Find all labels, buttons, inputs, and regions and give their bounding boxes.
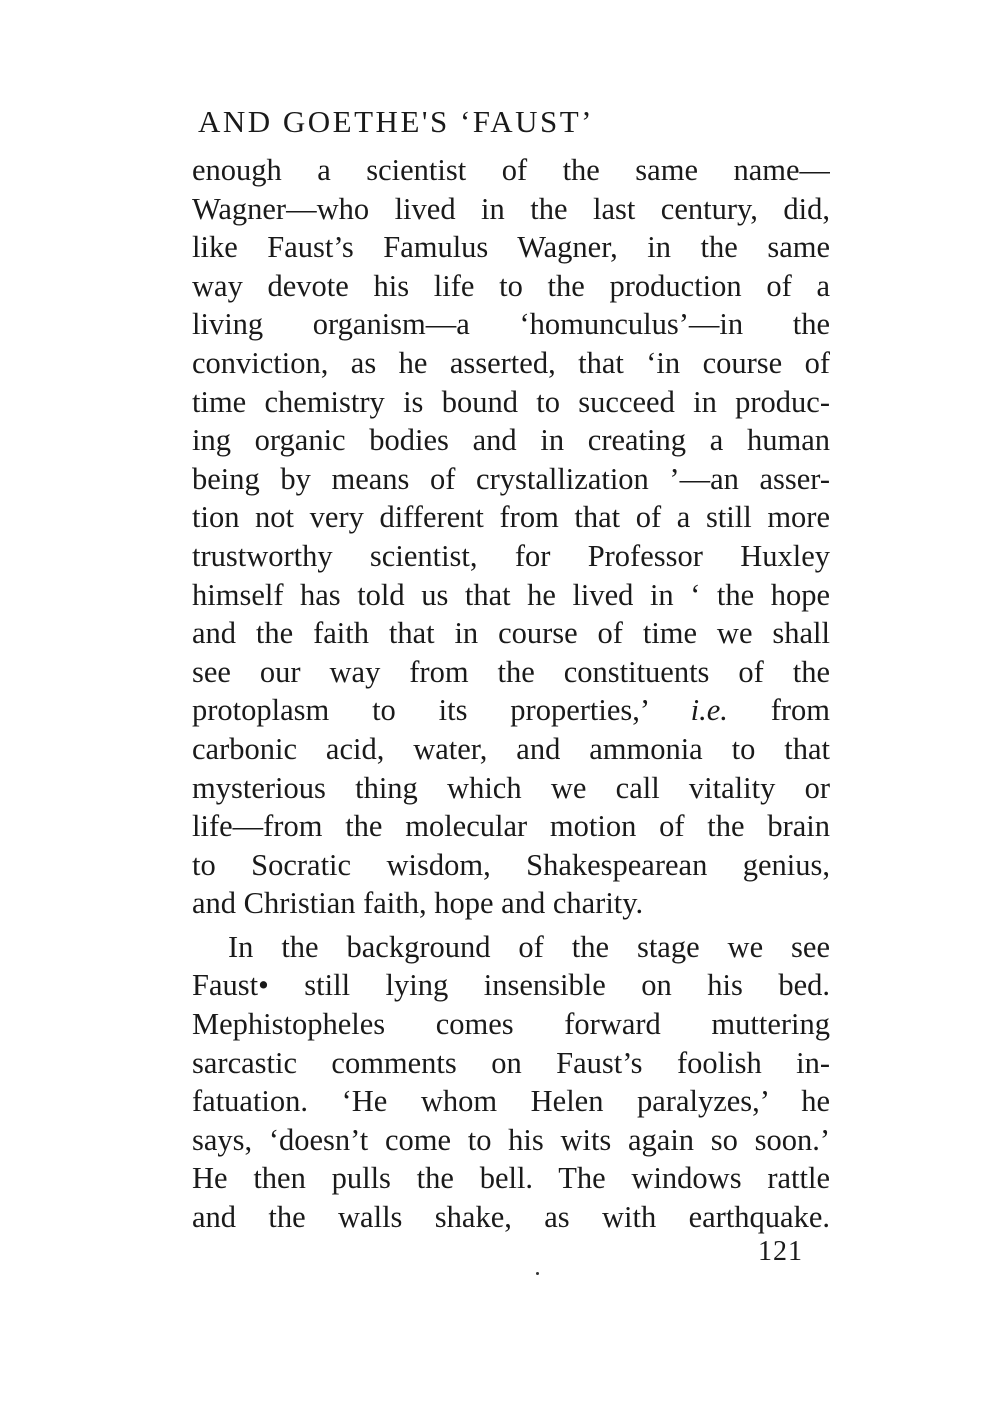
text-line: mysterious thing which we call vitality or bbox=[192, 770, 830, 805]
running-head: AND GOETHE'S ‘FAUST’ bbox=[198, 104, 594, 139]
text-line: He then pulls the bell. The windows rattle bbox=[192, 1161, 830, 1196]
text-line: tion not very different from that of a still more bbox=[192, 500, 830, 535]
text-line: ing organic bodies and in creating a human bbox=[192, 423, 830, 458]
text-line: conviction, as he asserted, that ‘in course of bbox=[192, 345, 830, 380]
text-line: says, ‘doesn’t come to his wits again so soon.’ bbox=[192, 1122, 830, 1157]
text-line: life—from the molecular motion of the brain bbox=[192, 809, 830, 844]
text-line: living organism—a ‘homunculus’—in the bbox=[192, 307, 830, 342]
text-line: Faust• still lying insensible on his bed. bbox=[192, 968, 830, 1003]
text-line: In the background of the stage we see bbox=[228, 929, 830, 964]
text-line: trustworthy scientist, for Professor Huxley bbox=[192, 538, 830, 573]
text-line: protoplasm to its properties,’ i.e. from bbox=[192, 693, 830, 728]
text-line: to Socratic wisdom, Shakespearean genius, bbox=[192, 847, 830, 882]
text-line: Mephistopheles comes forward muttering bbox=[192, 1007, 830, 1042]
text-line: like Faust’s Famulus Wagner, in the same bbox=[192, 230, 830, 265]
text-line: and the walls shake, as with earthquake. bbox=[192, 1200, 830, 1235]
text-line: and the faith that in course of time we shall bbox=[192, 616, 830, 651]
text-line: enough a scientist of the same name— bbox=[192, 153, 830, 187]
italic-abbreviation: i.e. bbox=[690, 693, 728, 728]
text-line: carbonic acid, water, and ammonia to that bbox=[192, 731, 830, 766]
text-line: way devote his life to the production of a bbox=[192, 268, 830, 303]
text-line: Wagner—who lived in the last century, did, bbox=[192, 191, 830, 226]
text-line: himself has told us that he lived in ‘ the hope bbox=[192, 577, 830, 612]
body-text bbox=[192, 151, 830, 1237]
print-speck bbox=[536, 1272, 539, 1275]
text-line: see our way from the constituents of the bbox=[192, 654, 830, 689]
text-line: fatuation. ‘He whom Helen paralyzes,’ he bbox=[192, 1084, 830, 1119]
page-number: 121 bbox=[758, 1236, 803, 1267]
text-line: and Christian faith, hope and charity. bbox=[192, 886, 644, 921]
text-line: being by means of crystallization ’—an asser- bbox=[192, 461, 830, 496]
text-line: time chemistry is bound to succeed in produc- bbox=[192, 384, 830, 419]
text-line: sarcastic comments on Faust’s foolish in- bbox=[192, 1045, 830, 1080]
